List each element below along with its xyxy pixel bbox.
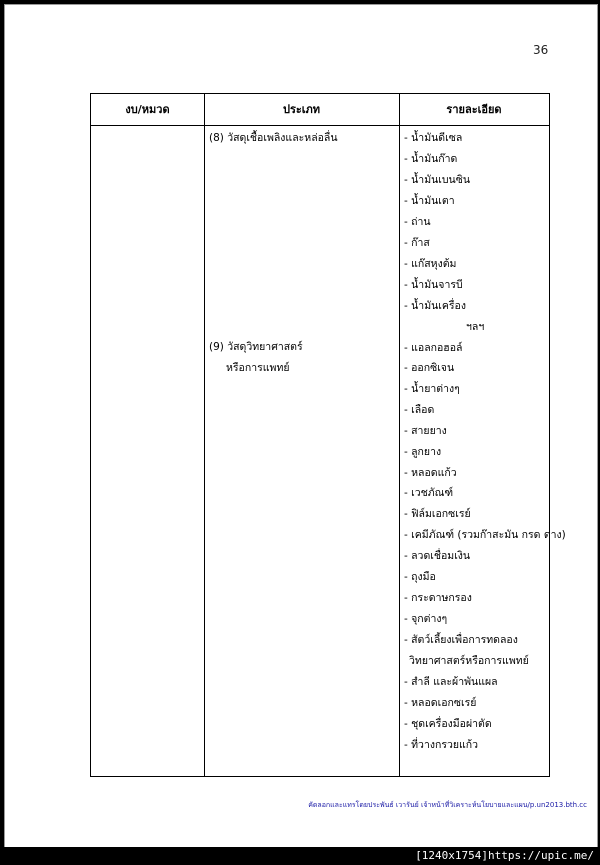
detail-item: - หลอดแก้ว (404, 467, 457, 479)
detail-item: - น้ำมันดีเซล (404, 132, 463, 144)
footer-credit: คัดลอกและแทรโดยประพันธ์ เวารันย์ เจ้าหน้าที่วิเคราะห์นโยบายและแผน/p.un2013.bth.cc (308, 801, 587, 809)
category-science-medical: (9) วัสดุวิทยาศาสตร์ (209, 341, 303, 353)
detail-item: - ถุงมือ (404, 571, 436, 583)
detail-item: - น้ำยาต่างๆ (404, 383, 460, 395)
detail-item: - หลอดเอกซเรย์ (404, 697, 477, 709)
budget-table (90, 93, 566, 777)
header-type: ประเภท (282, 103, 321, 116)
detail-item: - ที่วางกรวยแก้ว (404, 739, 479, 751)
detail-item: - ลูกยาง (404, 446, 442, 458)
table-header-row (91, 94, 549, 126)
document-page (4, 4, 598, 849)
detail-item: วิทยาศาสตร์หรือการแพทย์ (409, 655, 529, 667)
detail-item: - เลือด (404, 404, 435, 416)
detail-item: - น้ำมันเครื่อง (404, 300, 466, 312)
header-budget-category: งบ/หมวด (125, 103, 170, 116)
detail-item: - จุกต่างๆ (404, 613, 448, 625)
detail-item: - กระดาษกรอง (404, 592, 472, 604)
page-number: 36 (533, 43, 549, 57)
detail-item: - ถ่าน (404, 216, 431, 228)
image-host-watermark: [1240x1754]https://upic.me/ (0, 847, 600, 865)
detail-item: - สายยาง (404, 425, 447, 437)
header-details: รายละเอียด (446, 103, 502, 116)
detail-item: - แอลกอฮอล์ (404, 342, 463, 354)
detail-item: - น้ำมันจารบี (404, 279, 463, 291)
detail-item: - เวชภัณฑ์ (404, 487, 454, 499)
category-science-medical-line2: หรือการแพทย์ (226, 362, 290, 374)
detail-item: - น้ำมันเบนซิน (404, 174, 471, 186)
detail-item: - น้ำมันก๊าด (404, 153, 458, 165)
column-divider (399, 94, 400, 776)
column-divider (204, 94, 205, 776)
detail-item: - สัตว์เลี้ยงเพื่อการทดลอง (404, 634, 518, 646)
detail-item: - ฟิล์มเอกซเรย์ (404, 508, 471, 520)
category-fuel: (8) วัสดุเชื้อเพลิงและหล่อลื่น (209, 132, 338, 144)
detail-item: - ออกซิเจน (404, 362, 455, 374)
detail-item: - ก๊าส (404, 237, 430, 249)
detail-item: - ลวดเชื่อมเงิน (404, 550, 471, 562)
detail-item: ฯลฯ (466, 321, 485, 333)
detail-item: - น้ำมันเตา (404, 195, 455, 207)
detail-item: - สำลี และผ้าพันแผล (404, 676, 498, 688)
detail-item: - ชุดเครื่องมือผ่าตัด (404, 718, 492, 730)
detail-item: - แก๊สหุงต้ม (404, 258, 457, 270)
detail-item: - เคมีภัณฑ์ (รวมก๊าสะมัน กรด ด่าง) (404, 529, 566, 541)
